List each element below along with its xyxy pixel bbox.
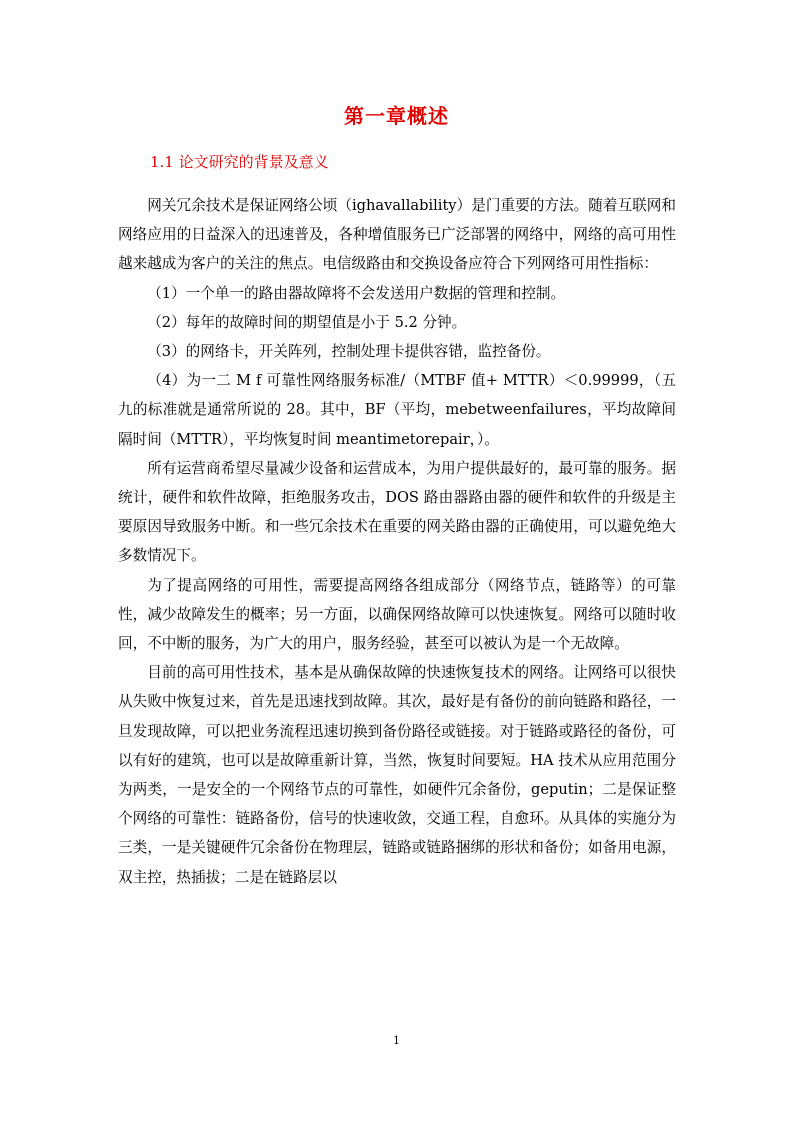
document-body [118,191,676,892]
paragraph-operators: 所有运营商希望尽量减少设备和运营成本，为用户提供最好的，最可靠的服务。据统计，硬件和软件故障，拒绝服务攻击，DOS 路由器路由器的硬件和软件的升级是主要原因导致服务中断。和一些冗余技术在重要的网关路由器的正确使用，可以避免绝大多数情况下。 [118,459,676,565]
list-item-4: （4）为一二 M f 可靠性网络服务标准/（MTBF 值+ MTTR）＜0.99999，（五九的标准就是通常所说的 28。其中，BF（平均，mebetweenfailures，平均故障间隔时间（MTTR），平均恢复时间 meantimetorepair，）。 [118,372,676,448]
list-item-1: （1）一个单一的路由器故障将不会发送用户数据的管理和控制。 [147,284,566,302]
list-item-3: （3）的网络卡，开关阵列，控制处理卡提供容错，监控备份。 [147,343,551,361]
paragraph-availability: 为了提高网络的可用性，需要提高网络各组成部分（网络节点，链路等）的可靠性，减少故障发生的概率；另一方面，以确保网络故障可以快速恢复。网络可以随时收回，不中断的服务，为广大的用户，服务经验，甚至可以被认为是一个无故障。 [118,576,676,653]
chapter-title: 第一章概述 [344,104,449,128]
list-item-2: （2）每年的故障时间的期望值是小于 5.2 分钟。 [147,313,467,331]
paragraph-intro: 网关冗余技术是保证网络公顷（ighavallability）是门重要的方法。随着互联网和网络应用的日益深入的迅速普及，各种增值服务已广泛部署的网络中，网络的高可用性越来越成为客户的关注的焦点。电信级路由和交换设备应符合下列网络可用性指标： [118,197,676,273]
section-title: 1.1 论文研究的背景及意义 [150,153,329,171]
page-number: 1 [393,1034,400,1047]
paragraph-ha-techniques: 目前的高可用性技术，基本是从确保故障的快速恢复技术的网络。让网络可以很快从失败中恢复过来，首先是迅速找到故障。其次，最好是有备份的前向链路和路径，一旦发现故障，可以把业务流程迅速切换到备份路径或链接。对于链路或路径的备份，可以有好的建筑，也可以是故障重新计算，当然，恢复时间要短。HA 技术从应用范围分为两类，一是安全的一个网络节点的可靠性，如硬件冗余备份，geputin；二是保证整个网络的可靠性：链路备份，信号的快速收敛，交通工程，自愈环。从具体的实施分为三类，一是关键硬件冗余备份在物理层，链路或链路捆绑的形状和备份；如备用电源，双主控，热插拔；二是在链路层以 [118,664,676,886]
